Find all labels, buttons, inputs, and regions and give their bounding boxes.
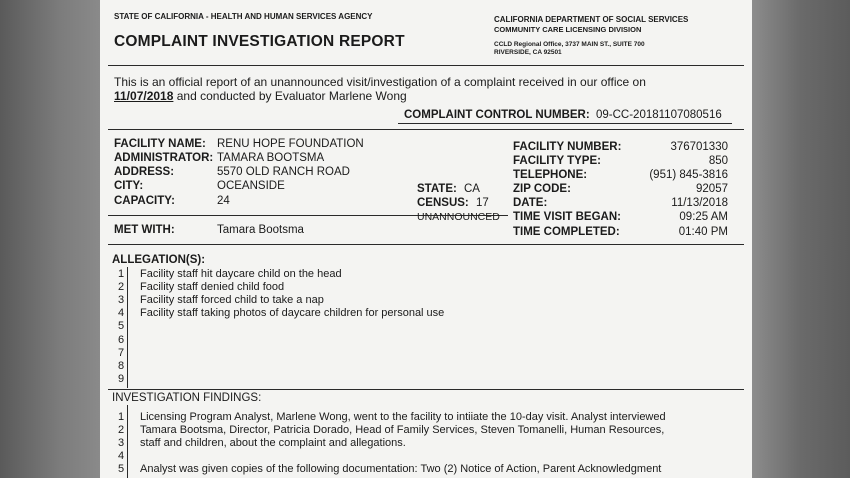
control-number-value: 09-CC-20181107080516 bbox=[596, 109, 722, 121]
met-with-value: Tamara Bootsma bbox=[217, 224, 304, 236]
complaint-received-date: 11/07/2018 bbox=[114, 89, 174, 103]
capacity-value: 24 bbox=[217, 195, 230, 207]
intro-divider bbox=[108, 129, 744, 130]
agency-name: STATE OF CALIFORNIA - HEALTH AND HUMAN SERVICES AGENCY bbox=[114, 12, 373, 21]
allegation-text: Facility staff forced child to take a nap bbox=[140, 294, 324, 307]
office-address-line2: RIVERSIDE, CA 92501 bbox=[494, 49, 562, 56]
census-label: CENSUS: bbox=[417, 197, 469, 209]
finding-number: 4 bbox=[118, 450, 125, 463]
zip-code-label: ZIP CODE: bbox=[513, 183, 571, 195]
allegations-divider bbox=[108, 389, 744, 390]
allegations-heading: ALLEGATION(S): bbox=[112, 254, 206, 266]
time-began-value: 09:25 AM bbox=[679, 211, 728, 223]
department-name: CALIFORNIA DEPARTMENT OF SOCIAL SERVICES bbox=[494, 15, 689, 24]
allegation-number: 6 bbox=[118, 333, 125, 346]
facility-name-value: RENU HOPE FOUNDATION bbox=[217, 138, 364, 150]
time-began-label: TIME VISIT BEGAN: bbox=[513, 211, 621, 223]
background-left bbox=[0, 0, 100, 478]
administrator-value: TAMARA BOOTSMA bbox=[217, 152, 325, 164]
report-title: COMPLAINT INVESTIGATION REPORT bbox=[114, 33, 405, 50]
allegation-number: 5 bbox=[118, 320, 125, 333]
allegation-number: 2 bbox=[118, 281, 125, 294]
facility-number-value: 376701330 bbox=[670, 141, 728, 153]
telephone-label: TELEPHONE: bbox=[513, 169, 588, 181]
met-with-label: MET WITH: bbox=[114, 224, 175, 236]
address-value: 5570 OLD RANCH ROAD bbox=[217, 166, 350, 178]
report-page bbox=[100, 0, 752, 478]
allegation-number: 1 bbox=[118, 268, 125, 280]
control-number-underline bbox=[398, 123, 732, 124]
facility-type-value: 850 bbox=[708, 155, 728, 167]
capacity-label: CAPACITY: bbox=[114, 195, 175, 207]
allegation-number: 9 bbox=[118, 372, 125, 385]
allegation-number: 7 bbox=[118, 346, 125, 359]
visit-date-value: 11/13/2018 bbox=[671, 197, 728, 209]
header-divider bbox=[108, 65, 744, 66]
unannounced-label: UNANNOUNCED bbox=[417, 211, 500, 223]
allegation-text: Facility staff hit daycare child on the head bbox=[140, 268, 342, 280]
office-address-line1: CCLD Regional Office, 3737 MAIN ST., SUITE 700 bbox=[494, 41, 645, 48]
allegation-number: 4 bbox=[118, 307, 125, 320]
allegation-text: Facility staff taking photos of daycare children for personal use bbox=[140, 307, 445, 320]
facility-name-label: FACILITY NAME: bbox=[114, 138, 206, 150]
time-completed-label: TIME COMPLETED: bbox=[513, 226, 620, 238]
allegation-number: 3 bbox=[118, 294, 125, 307]
findings-number-rule bbox=[127, 405, 128, 478]
visit-date-label: DATE: bbox=[513, 197, 548, 209]
administrator-label: ADMINISTRATOR: bbox=[114, 152, 214, 164]
division-name: COMMUNITY CARE LICENSING DIVISION bbox=[494, 25, 642, 34]
census-value: 17 bbox=[476, 197, 489, 209]
address-label: ADDRESS: bbox=[114, 166, 175, 178]
facility-number-label: FACILITY NUMBER: bbox=[513, 141, 622, 153]
city-value: OCEANSIDE bbox=[217, 180, 285, 192]
city-label: CITY: bbox=[114, 180, 144, 192]
state-label: STATE: bbox=[417, 183, 457, 195]
allegation-number: 8 bbox=[118, 359, 125, 372]
finding-text: staff and children, about the complaint and allegations. bbox=[140, 437, 406, 450]
finding-text: Tamara Bootsma, Director, Patricia Dorado, Head of Family Services, Steven Tomanelli, Human Resources, bbox=[140, 424, 665, 437]
intro-line2-rest: and conducted by Evaluator Marlene Wong bbox=[176, 89, 407, 103]
control-number-label: COMPLAINT CONTROL NUMBER: bbox=[404, 109, 590, 121]
facility-divider bbox=[108, 244, 744, 245]
finding-text: Licensing Program Analyst, Marlene Wong, went to the facility to intiiate the 10-day visit. Analyst interviewed bbox=[140, 411, 666, 423]
finding-number: 3 bbox=[118, 437, 125, 450]
facility-type-label: FACILITY TYPE: bbox=[513, 155, 601, 167]
finding-number: 5 bbox=[118, 463, 125, 476]
finding-number: 1 bbox=[118, 411, 125, 423]
finding-text: Analyst was given copies of the following documentation: Two (2) Notice of Action, Parent Acknowledgment bbox=[140, 463, 662, 476]
background-right bbox=[752, 0, 850, 478]
allegation-text: Facility staff denied child food bbox=[140, 281, 285, 294]
finding-number: 2 bbox=[118, 424, 125, 437]
findings-heading: INVESTIGATION FINDINGS: bbox=[112, 392, 262, 404]
zip-code-value: 92057 bbox=[696, 183, 728, 195]
intro-line2 bbox=[114, 89, 407, 103]
intro-line1: This is an official report of an unannounced visit/investigation of a complaint received in our office on bbox=[114, 75, 646, 89]
state-value: CA bbox=[464, 183, 480, 195]
allegations-number-rule bbox=[127, 267, 128, 388]
telephone-value: (951) 845-3816 bbox=[649, 169, 728, 181]
time-completed-value: 01:40 PM bbox=[678, 226, 728, 238]
